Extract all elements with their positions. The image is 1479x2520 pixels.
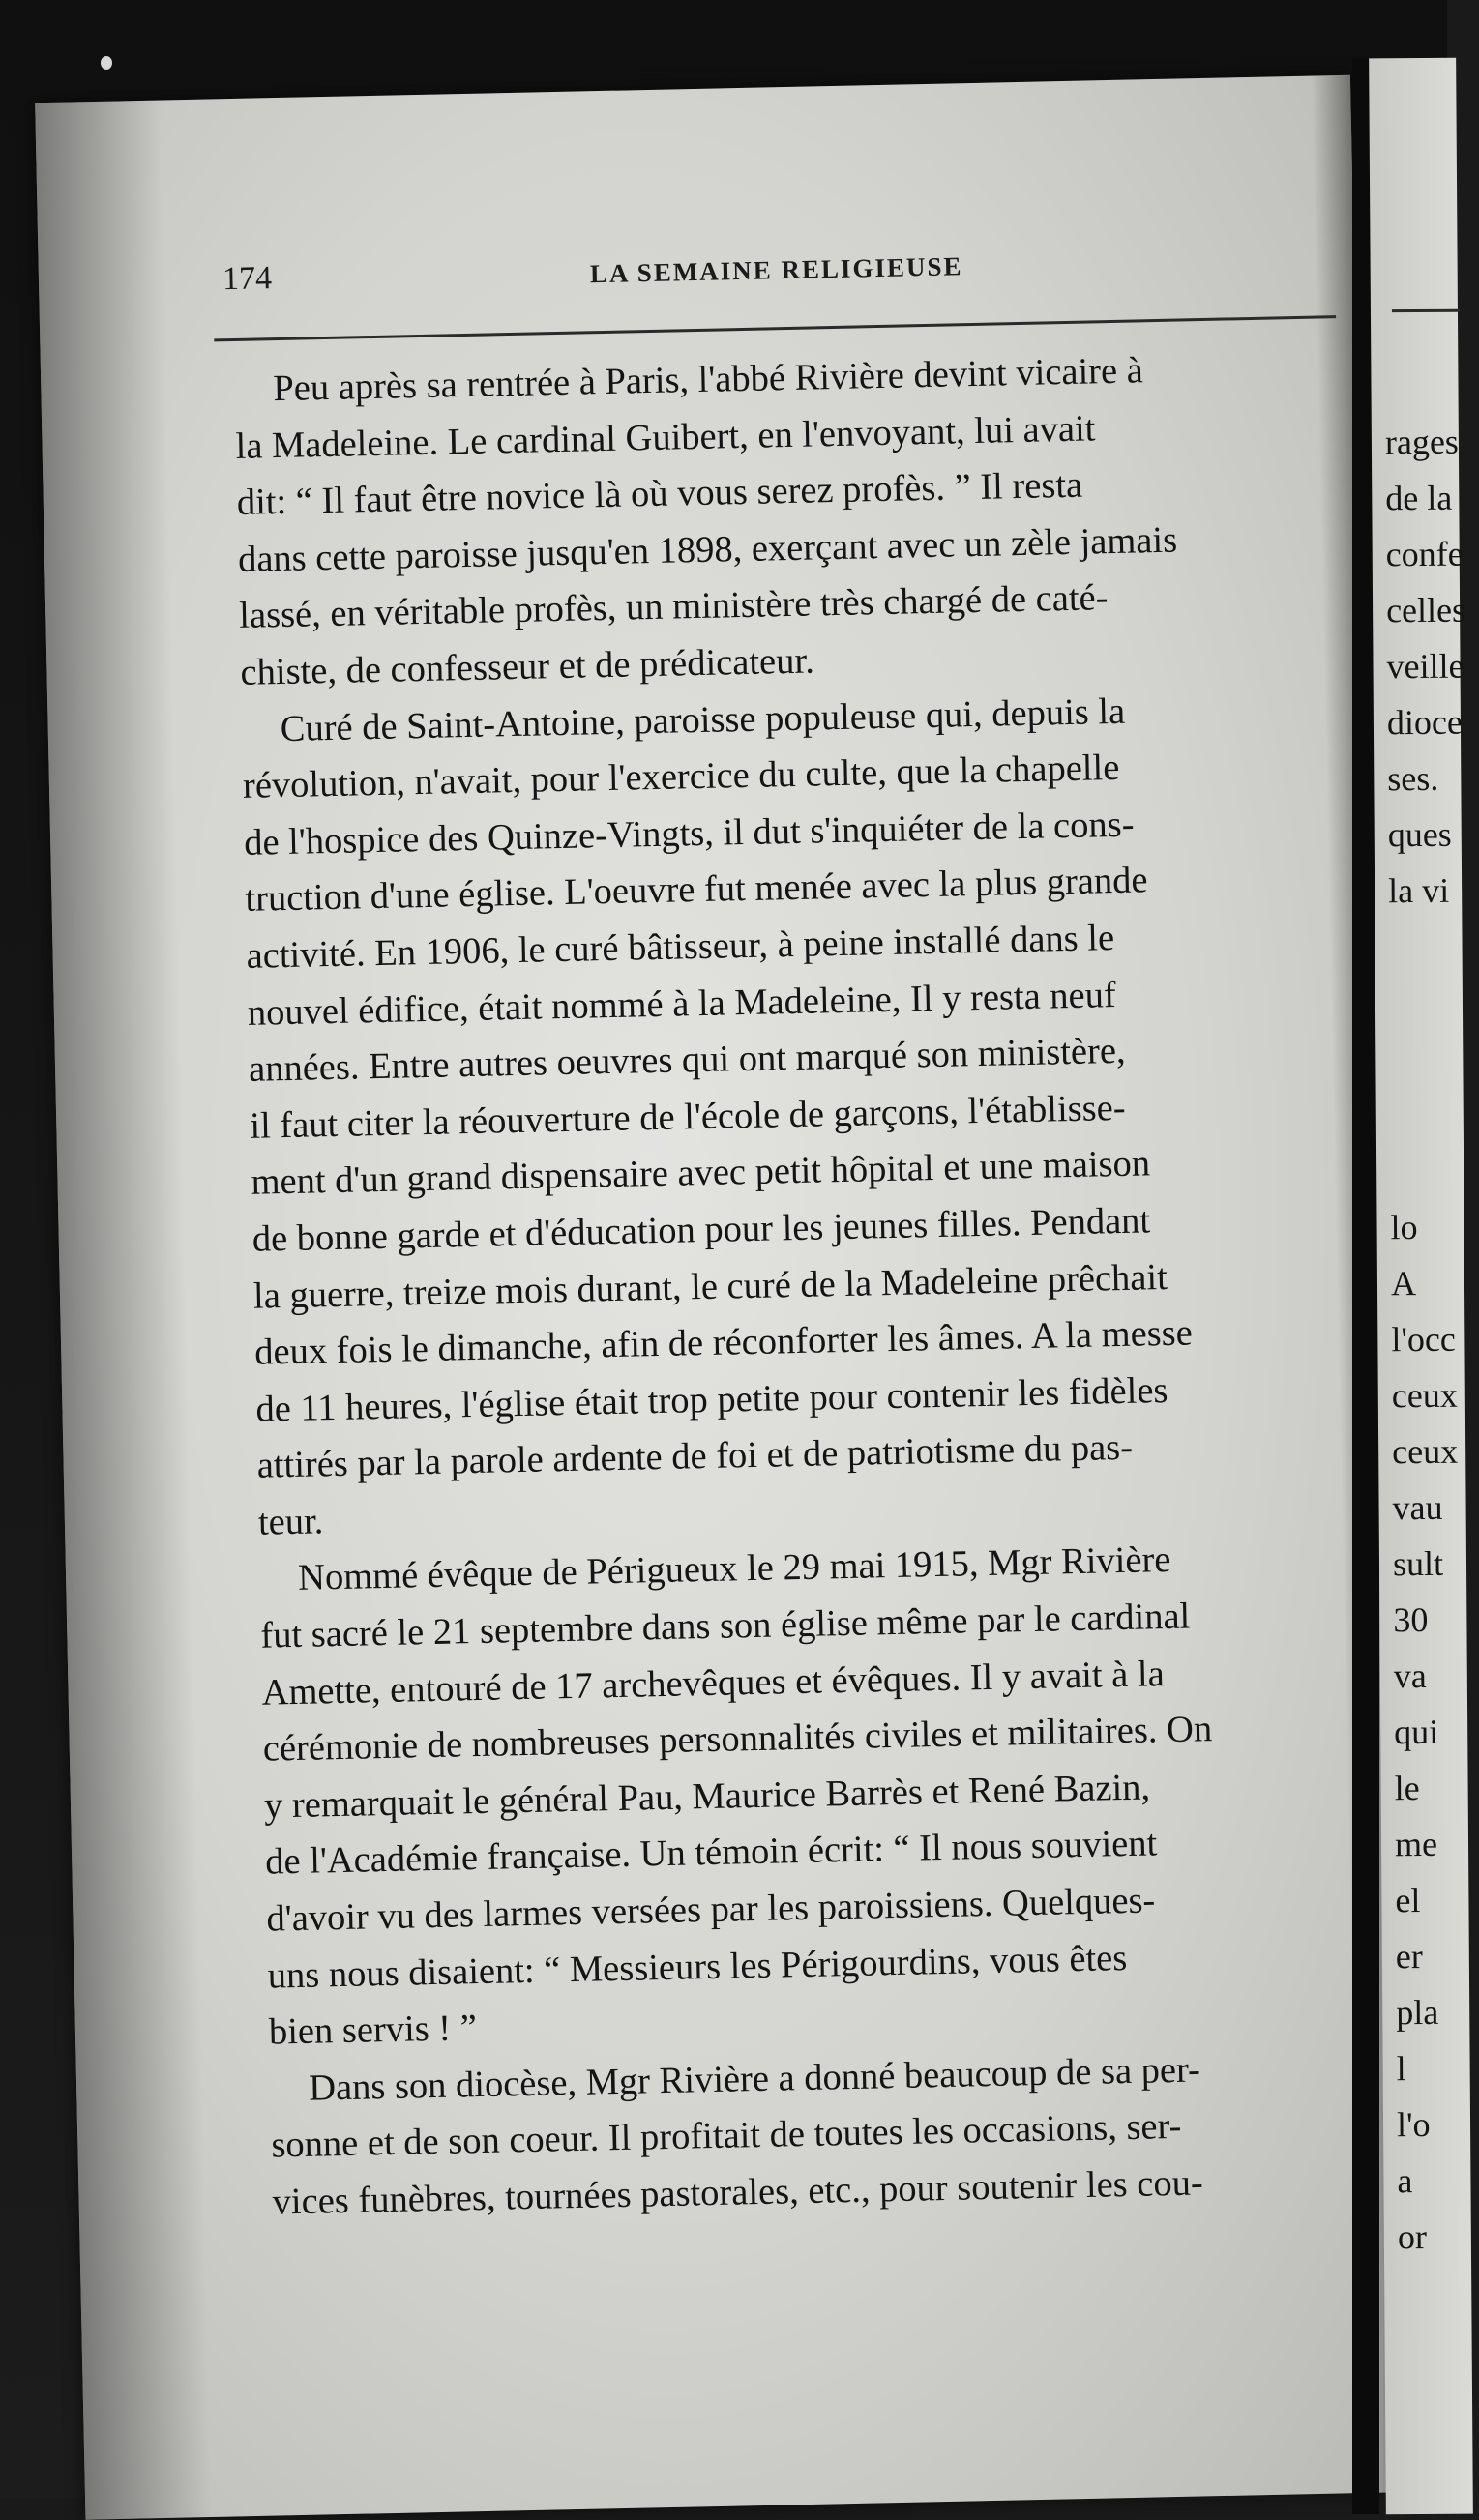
- facing-line-fragment: pla: [1396, 1992, 1439, 2033]
- text-line: Curé de Saint-Antoine, paroisse populeuse qui, depuis la: [280, 690, 1126, 749]
- facing-line-fragment: el: [1395, 1881, 1421, 1920]
- running-head: [222, 238, 1336, 319]
- paragraph: [234, 338, 1351, 702]
- text-line: ment d'un grand dispensaire avec petit hôpital et une maison: [251, 1143, 1151, 1204]
- text-line: fut sacré le 21 septembre dans son église même par le cardinal: [259, 1596, 1191, 1656]
- facing-line-fragment: l'occ: [1391, 1319, 1456, 1360]
- text-line: attirés par la parole ardente de foi et de patriotisme du pas-: [256, 1427, 1134, 1487]
- facing-line-fragment: le: [1394, 1769, 1420, 1808]
- facing-line-fragment: a: [1397, 2161, 1413, 2201]
- facing-lower-fragments: [1390, 1199, 1464, 2265]
- text-line: Amette, entouré de 17 archevêques et évêques. Il y avait à la: [261, 1653, 1166, 1714]
- facing-line-fragment: qui: [1394, 1712, 1439, 1752]
- text-line: de l'hospice des Quinze-Vingts, il dut s'inquiéter de la cons-: [243, 804, 1135, 864]
- text-line: sonne et de son coeur. Il profitait de toutes les occasions, ser-: [271, 2106, 1182, 2166]
- text-line: teur.: [257, 1501, 324, 1543]
- facing-upper-fragments: [1385, 414, 1468, 920]
- text-line: il faut citer la réouverture de l'école de garçons, l'établisse-: [249, 1087, 1126, 1147]
- facing-line-fragment: er: [1395, 1937, 1423, 1977]
- facing-line-fragment: A: [1390, 1264, 1417, 1304]
- text-line: Dans son diocèse, Mgr Rivière a donné beaucoup de sa per-: [308, 2049, 1201, 2109]
- text-line: uns nous disaient: “ Messieurs les Périgourdins, vous êtes: [267, 1937, 1128, 1997]
- header-rule: [214, 315, 1336, 341]
- facing-line-fragment: l: [1396, 2049, 1406, 2089]
- facing-line-fragment: dioce: [1386, 702, 1464, 743]
- scan-speck: [101, 56, 112, 70]
- facing-line-fragment: or: [1397, 2216, 1428, 2257]
- paragraph: [259, 1528, 1380, 2061]
- text-line: la guerre, treize mois durant, le curé de la Madeleine prêchait: [252, 1256, 1168, 1317]
- facing-line-fragment: ses.: [1387, 758, 1439, 799]
- text-line: de l'Académie française. Un témoin écrit: “ Il nous souvient: [264, 1823, 1158, 1884]
- body-text: [234, 338, 1383, 2231]
- text-line: cérémonie de nombreuses personnalités civiles et militaires. On: [262, 1709, 1213, 1770]
- book-page: [35, 75, 1401, 2520]
- text-line: chiste, de confesseur et de prédicateur.: [240, 640, 815, 693]
- text-line: deux fois le dimanche, afin de réconforter les âmes. A la messe: [253, 1312, 1194, 1373]
- facing-line-fragment: va: [1393, 1656, 1427, 1696]
- facing-line-fragment: vau: [1392, 1487, 1443, 1528]
- text-line: y remarquait le général Pau, Maurice Barrès et René Bazin,: [263, 1767, 1151, 1827]
- paragraph: [270, 2037, 1383, 2231]
- facing-line-fragment: ceux: [1391, 1375, 1458, 1416]
- facing-line-fragment: rages: [1384, 422, 1460, 462]
- text-line: bien servis ! ”: [268, 2007, 478, 2053]
- text-line: Nommé évêque de Périgueux le 29 mai 1915, Mgr Rivière: [297, 1539, 1171, 1599]
- text-line: truction d'une église. L'oeuvre fut menée avec la plus grande: [245, 860, 1148, 921]
- facing-line-fragment: lo: [1390, 1208, 1418, 1247]
- facing-line-fragment: ques: [1387, 814, 1452, 855]
- text-line: d'avoir vu des larmes versées par les paroissiens. Quelques-: [266, 1880, 1156, 1940]
- text-line: nouvel édifice, était nommé à la Madeleine, Il y resta neuf: [247, 974, 1117, 1034]
- text-line: révolution, n'avait, pour l'exercice du culte, que la chapelle: [242, 747, 1120, 807]
- text-line: vices funèbres, tournées pastorales, etc., pour soutenir les cou-: [272, 2162, 1204, 2223]
- facing-line-fragment: veille: [1386, 646, 1464, 687]
- facing-page-edge: [1369, 58, 1473, 2515]
- facing-line-fragment: la vi: [1388, 870, 1450, 911]
- text-line: dit: “ Il faut être novice là où vous serez profès. ” Il resta: [236, 464, 1083, 524]
- facing-line-fragment: ceux: [1392, 1431, 1459, 1472]
- text-line: Peu après sa rentrée à Paris, l'abbé Rivière devint vicaire à: [272, 350, 1144, 410]
- facing-line-fragment: confe: [1385, 534, 1464, 574]
- facing-line-fragment: de la: [1385, 478, 1453, 518]
- page-number: 174: [222, 260, 273, 298]
- facing-line-fragment: me: [1394, 1824, 1438, 1864]
- facing-line-fragment: l'o: [1396, 2104, 1431, 2145]
- text-line: la Madeleine. Le cardinal Guibert, en l'envoyant, lui avait: [235, 407, 1096, 467]
- facing-header-rule: [1392, 309, 1460, 312]
- running-title: LA SEMAINE RELIGIEUSE: [589, 251, 963, 289]
- facing-line-fragment: celles: [1385, 590, 1466, 630]
- text-line: de 11 heures, l'église était trop petite pour contenir les fidèles: [255, 1369, 1168, 1430]
- paragraph: [241, 678, 1369, 1551]
- facing-line-fragment: 30: [1393, 1599, 1429, 1640]
- text-line: de bonne garde et d'éducation pour les jeunes filles. Pendant: [251, 1200, 1151, 1260]
- text-line: dans cette paroisse jusqu'en 1898, exerçant avec un zèle jamais: [237, 519, 1178, 580]
- text-line: lassé, en véritable profès, un ministère très chargé de caté-: [238, 577, 1109, 637]
- text-line: années. Entre autres oeuvres qui ont marqué son ministère,: [248, 1030, 1126, 1090]
- facing-line-fragment: sult: [1392, 1543, 1444, 1584]
- text-line: activité. En 1906, le curé bâtisseur, à peine installé dans le: [246, 918, 1115, 977]
